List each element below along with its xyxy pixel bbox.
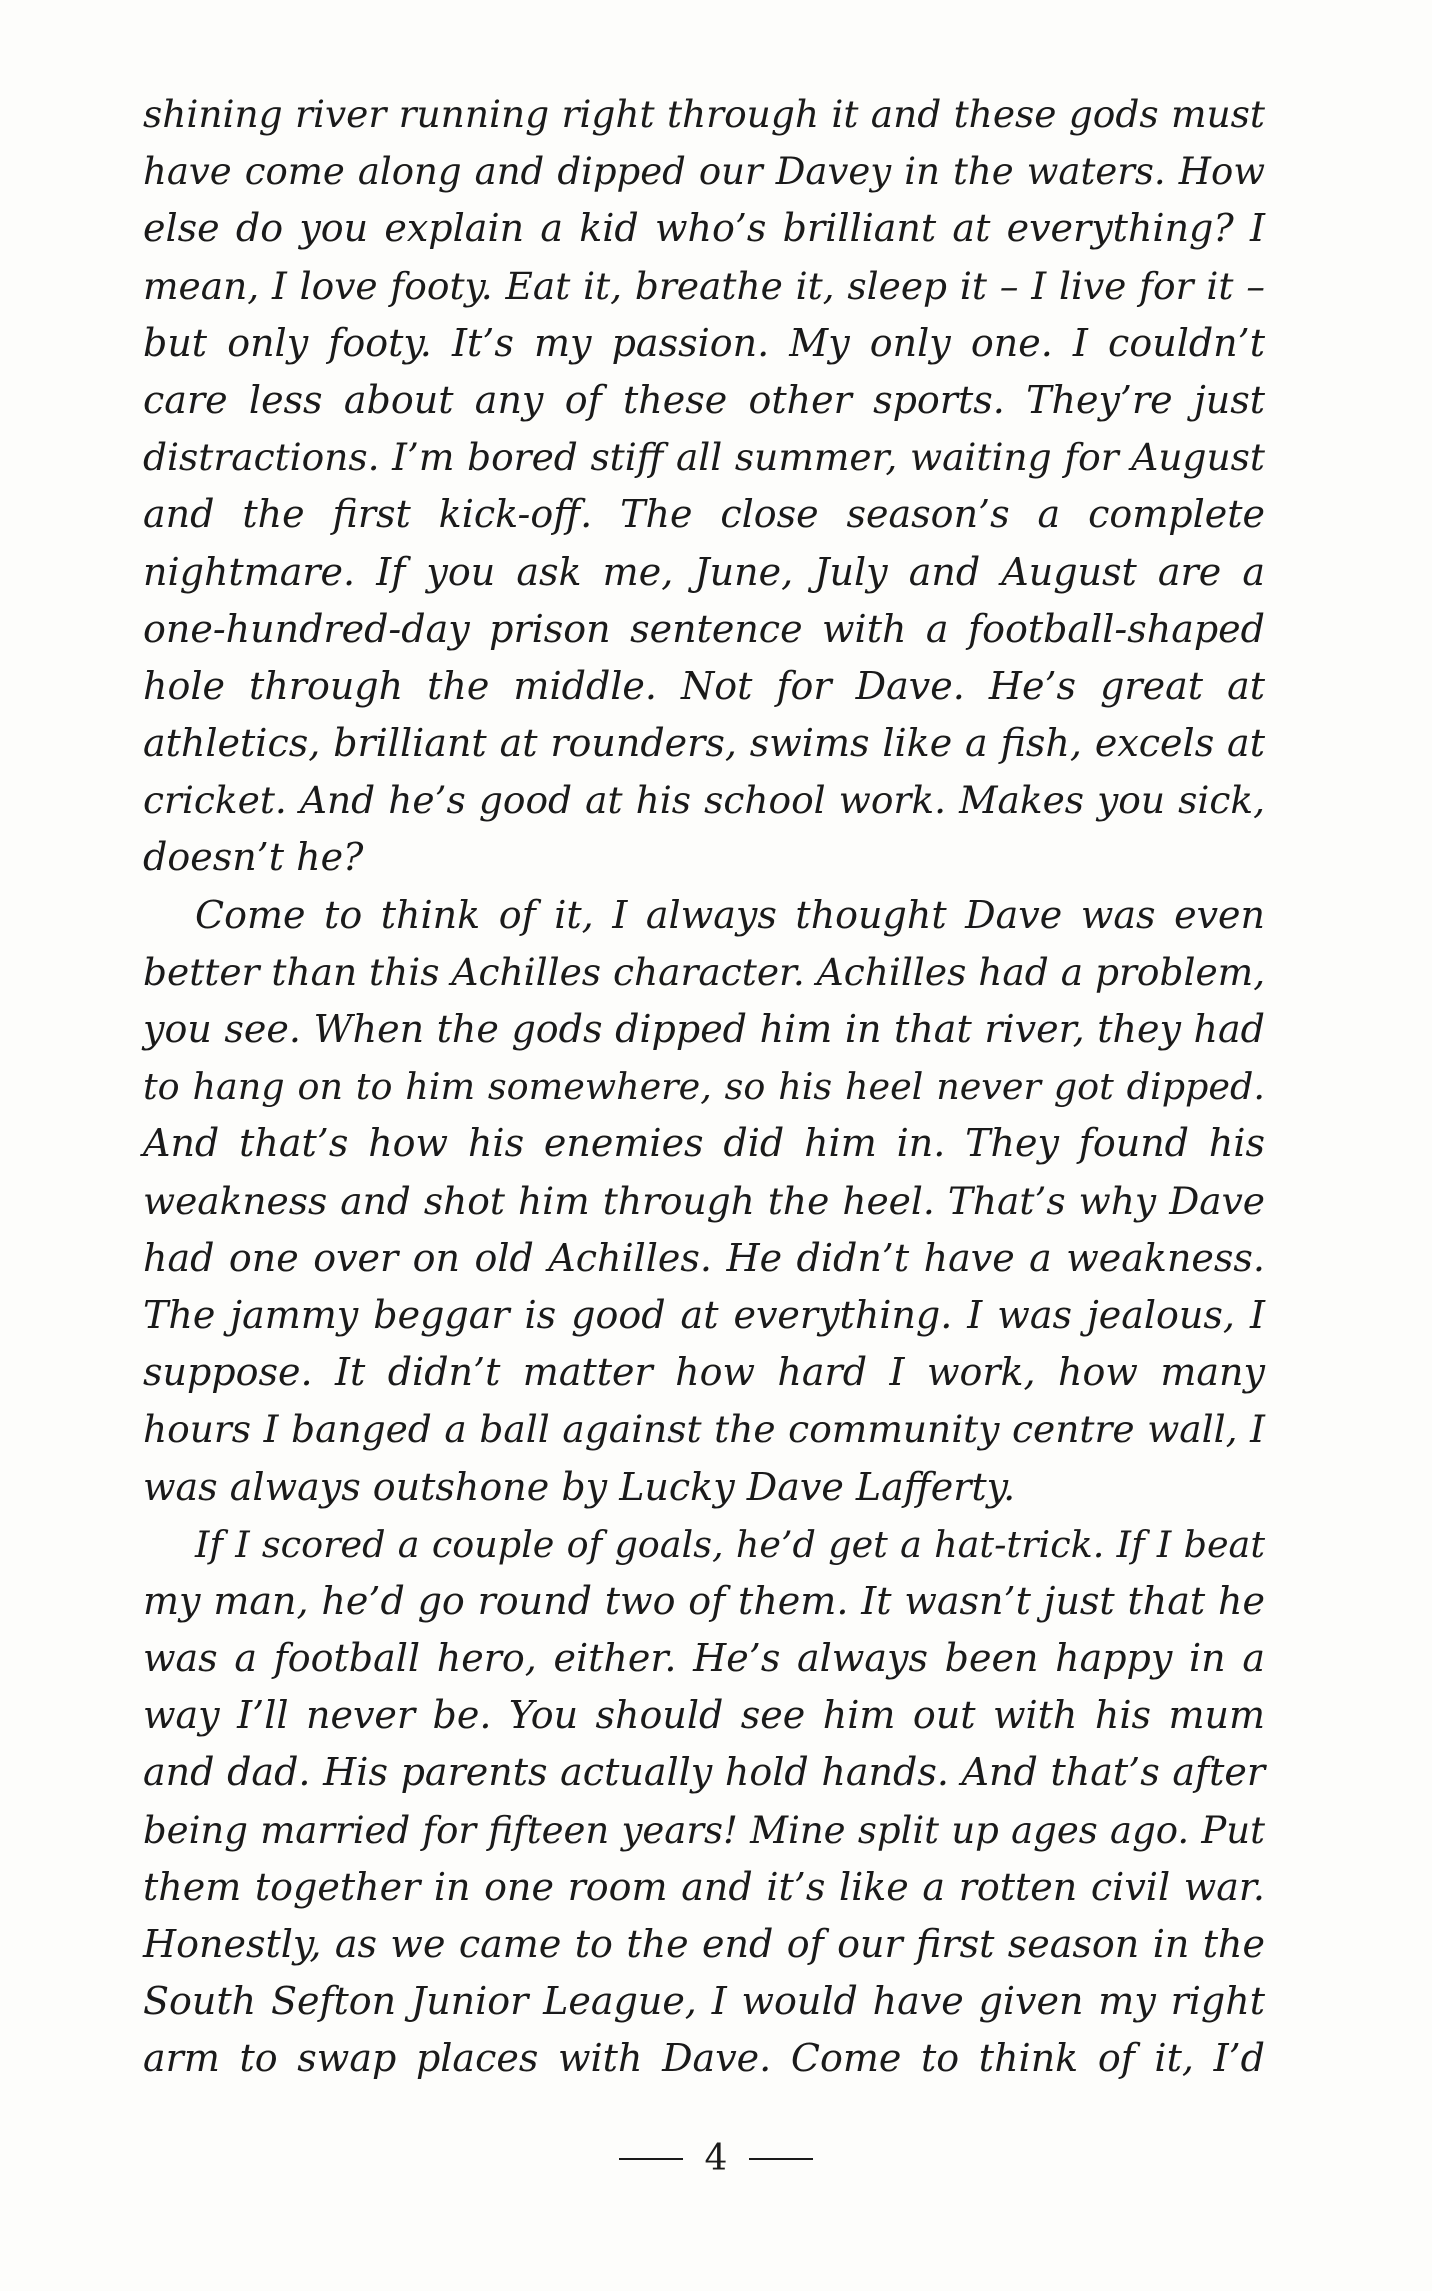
text-line: The jammy beggar is good at everything. I was jealous, I: [143, 1292, 1265, 1337]
text-line: my man, he’d go round two of them. It wasn’t just that he: [143, 1578, 1265, 1623]
text-line: athletics, brilliant at rounders, swims like a fish, excels at: [143, 721, 1265, 766]
text-line: and the first kick-off. The close season’s a complete: [143, 492, 1265, 537]
text-line: arm to swap places with Dave. Come to think of it, I’d: [143, 2036, 1265, 2081]
text-line: suppose. It didn’t matter how hard I work, how many: [143, 1350, 1265, 1395]
text-line: them together in one room and it’s like a rotten civil war.: [143, 1864, 1265, 1909]
footer-rule-right: [749, 2158, 813, 2160]
text-line: but only footy. It’s my passion. My only one. I couldn’t: [143, 320, 1265, 365]
text-line: shining river running right through it and these gods must: [143, 92, 1265, 136]
page-footer: [0, 2138, 1432, 2179]
text-line: distractions. I’m bored stiff all summer, waiting for August: [143, 435, 1265, 480]
text-line: have come along and dipped our Davey in the waters. How: [143, 150, 1265, 194]
text-line: was a football hero, either. He’s always been happy in a: [143, 1636, 1265, 1681]
text-line: else do you explain a kid who’s brilliant at everything? I: [143, 206, 1265, 251]
text-line: you see. When the gods dipped him in that river, they had: [143, 1007, 1265, 1051]
page-number: 4: [704, 2138, 728, 2179]
text-line: better than this Achilles character. Achilles had a problem,: [143, 949, 1266, 994]
text-line: nightmare. If you ask me, June, July and August are a: [143, 549, 1265, 594]
text-line: Come to think of it, I always thought Dave was even: [195, 892, 1265, 937]
text-line: care less about any of these other sports. They’re just: [143, 377, 1265, 422]
text-line: cricket. And he’s good at his school work. Makes you sick,: [143, 778, 1265, 823]
text-line: And that’s how his enemies did him in. They found his: [143, 1121, 1265, 1166]
text-line: If I scored a couple of goals, he’d get a hat-trick. If I beat: [195, 1522, 1265, 1566]
footer-rule-left: [619, 2158, 683, 2160]
text-line: to hang on to him somewhere, so his heel never got dipped.: [143, 1065, 1265, 1109]
text-line: weakness and shot him through the heel. That’s why Dave: [143, 1178, 1265, 1223]
body-text: [143, 86, 1265, 2088]
text-line: hole through the middle. Not for Dave. He’s great at: [143, 663, 1265, 708]
text-line: way I’ll never be. You should see him out with his mum: [143, 1693, 1265, 1738]
text-line: hours I banged a ball against the community centre wall, I: [143, 1407, 1265, 1452]
text-line: and dad. His parents actually hold hands. And that’s after: [143, 1750, 1265, 1795]
text-line: South Sefton Junior League, I would have given my right: [143, 1979, 1265, 2024]
text-line: one-hundred-day prison sentence with a football-shaped: [143, 606, 1265, 651]
text-line: being married for fifteen years! Mine split up ages ago. Put: [143, 1808, 1265, 1852]
text-line: was always outshone by Lucky Dave Lafferty.: [143, 1464, 1016, 1509]
text-line: had one over on old Achilles. He didn’t have a weakness.: [143, 1235, 1265, 1280]
text-line: doesn’t he?: [143, 835, 364, 880]
text-line: mean, I love footy. Eat it, breathe it, sleep it – I live for it –: [143, 263, 1265, 308]
text-line: Honestly, as we came to the end of our first season in the: [143, 1922, 1265, 1966]
